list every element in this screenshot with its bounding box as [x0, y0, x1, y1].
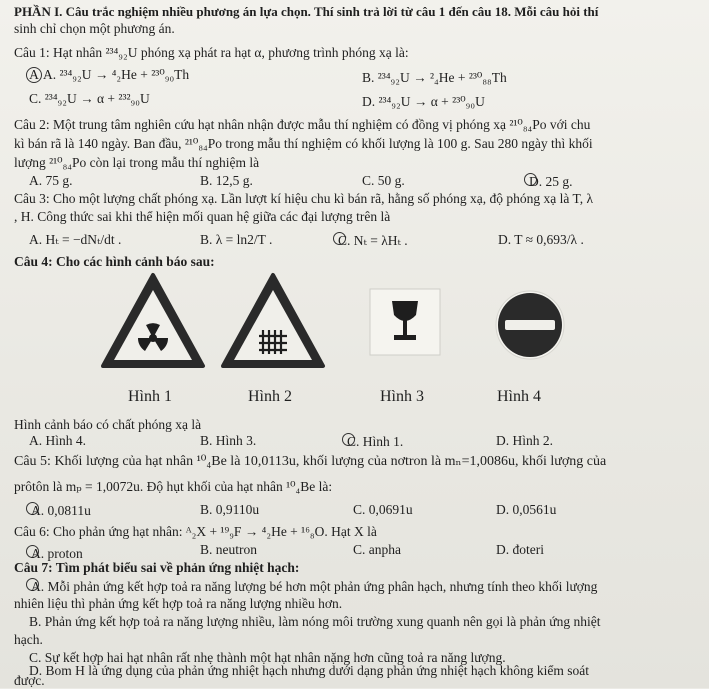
q5-option-b[interactable]: B. 0,9110u [200, 502, 260, 517]
q1-option-a[interactable]: A A. ²³⁴₉₂U → ⁴₂He + ²³⁰₉₀Th [29, 67, 189, 83]
q1-option-d[interactable]: D. ²³⁴₉₂U → α + ²³⁰₉₀U [362, 94, 485, 109]
question-5-line-1: Câu 5: Khối lượng của hạt nhân ¹⁰₄Be là 10,0113u, khối lượng của nơtron là mₙ=1,0086u, khối lượng của [14, 454, 607, 469]
q7-option-a-line-2: nhiên liệu thì phản ứng kết hợp toả ra năng lượng nhiều hơn. [14, 596, 343, 611]
question-2-line-3: lượng ²¹⁰₈₄Po còn lại trong mẫu thí nghiệm là [14, 155, 260, 170]
q6-option-d[interactable]: D. đoteri [496, 542, 544, 557]
q6-option-a[interactable]: A. proton [29, 545, 83, 562]
figure-caption-3: Hình 3 [380, 388, 424, 405]
q5-option-c[interactable]: C. 0,0691u [353, 502, 413, 517]
question-3-line-1: Câu 3: Cho một lượng chất phóng xạ. Lần lượt kí hiệu chu kì bán rã, hằng số phóng xạ, độ phóng xạ là T, λ [14, 191, 593, 206]
q2-option-a[interactable]: A. 75 g. [29, 173, 73, 188]
question-2-line-2: kì bán rã là 140 ngày. Ban đầu, ²¹⁰₈₄Po trong mẫu thí nghiệm có khối lượng là 100 g. Sau 280 ngày thì khối [14, 136, 593, 151]
section-header: PHẦN I. Câu trắc nghiệm nhiều phương án lựa chọn. Thí sinh trả lời từ câu 1 đến câu 18. Mỗi câu hỏi thí [14, 4, 599, 19]
q6-option-b[interactable]: B. neutron [200, 542, 257, 557]
section-instruction: sinh chỉ chọn một phương án. [14, 21, 175, 36]
q7-option-d-line-1[interactable]: D. Bom H là ứng dụng của phản ứng nhiệt hạch nhưng dưới dạng phản ứng nhiệt hạch không kiểm soát [29, 663, 589, 678]
question-2-line-1: Câu 2: Một trung tâm nghiên cứu hạt nhân nhận được mẫu thí nghiệm có đồng vị phóng xạ ²¹⁰₈₄Po với chu [14, 117, 591, 132]
question-4-line-2: Hình cảnh báo có chất phóng xạ là [14, 417, 202, 432]
q7-option-d-line-2: được. [14, 673, 45, 688]
q2-option-d[interactable]: D. 25 g. [525, 173, 573, 190]
q3-option-b[interactable]: B. λ = ln2/T . [200, 232, 273, 247]
q6-option-c[interactable]: C. anpha [353, 542, 401, 557]
q4-option-b[interactable]: B. Hình 3. [200, 433, 257, 448]
q3-option-a[interactable]: A. Hₜ = −dNₜ/dt . [29, 232, 122, 247]
question-5-line-2: prôtôn là mₚ = 1,0072u. Độ hụt khối của hạt nhân ¹⁰₄Be là: [14, 479, 333, 494]
q5-option-a[interactable]: A. 0,0811u [29, 502, 91, 519]
no-entry-bar-icon [505, 320, 555, 330]
answer-circle-mark: A [26, 67, 42, 83]
question-3-line-2: , H. Công thức sai khi thể hiện mối quan hệ giữa các đại lượng trên là [14, 209, 391, 224]
q1-option-c[interactable]: C. ²³⁴₉₂U → α + ²³²₉₀U [29, 91, 150, 106]
q2-option-c[interactable]: C. 50 g. [362, 173, 405, 188]
question-1-stem: Câu 1: Hạt nhân ²³⁴₉₂U phóng xạ phát ra hạt α, phương trình phóng xạ là: [14, 45, 409, 60]
figure-caption-1: Hình 1 [128, 388, 172, 405]
q4-option-c[interactable]: C. Hình 1. [345, 433, 403, 450]
q4-option-d[interactable]: D. Hình 2. [496, 433, 553, 448]
fragile-glass-sign [368, 287, 442, 357]
q3-option-d[interactable]: D. T ≈ 0,693/λ . [498, 232, 584, 247]
q5-option-d[interactable]: D. 0,0561u [496, 502, 557, 517]
q3-option-c[interactable]: C. Nₜ = λHₜ . [336, 232, 408, 249]
question-7-stem: Câu 7: Tìm phát biểu sai về phản ứng nhiệt hạch: [14, 560, 300, 575]
figure-caption-2: Hình 2 [248, 388, 292, 405]
figure-caption-4: Hình 4 [497, 388, 541, 405]
q7-option-c[interactable]: C. Sự kết hợp hai hạt nhân rất nhẹ thành một hạt nhân nặng hơn cũng toả ra năng lượng. [29, 650, 506, 665]
q7-option-a-line-1[interactable]: A. Mỗi phản ứng kết hợp toả ra năng lượng bé hơn một phản ứng phân hạch, nhưng tính theo khối lượng [29, 578, 597, 595]
q7-option-b-line-2: hạch. [14, 632, 43, 647]
q1-option-b[interactable]: B. ²³⁴₉₂U → ²₄He + ²³⁰₈₈Th [362, 70, 507, 85]
question-6-stem: Câu 6: Cho phản ứng hạt nhân: ᴬ₂X + ¹⁹₉F → ⁴₂He + ¹⁶₈O. Hạt X là [14, 524, 377, 539]
question-4-stem: Câu 4: Cho các hình cảnh báo sau: [14, 254, 215, 269]
radiation-warning-sign [100, 272, 206, 370]
q7-option-b-line-1[interactable]: B. Phản ứng kết hợp toả ra năng lượng nhiều, làm nóng môi trường xung quanh nên gọi là phản ứng nhiệt [29, 614, 601, 629]
q4-option-a[interactable]: A. Hình 4. [29, 433, 86, 448]
no-entry-sign [493, 288, 567, 362]
q2-option-b[interactable]: B. 12,5 g. [200, 173, 253, 188]
hazard-warning-sign [220, 272, 326, 370]
